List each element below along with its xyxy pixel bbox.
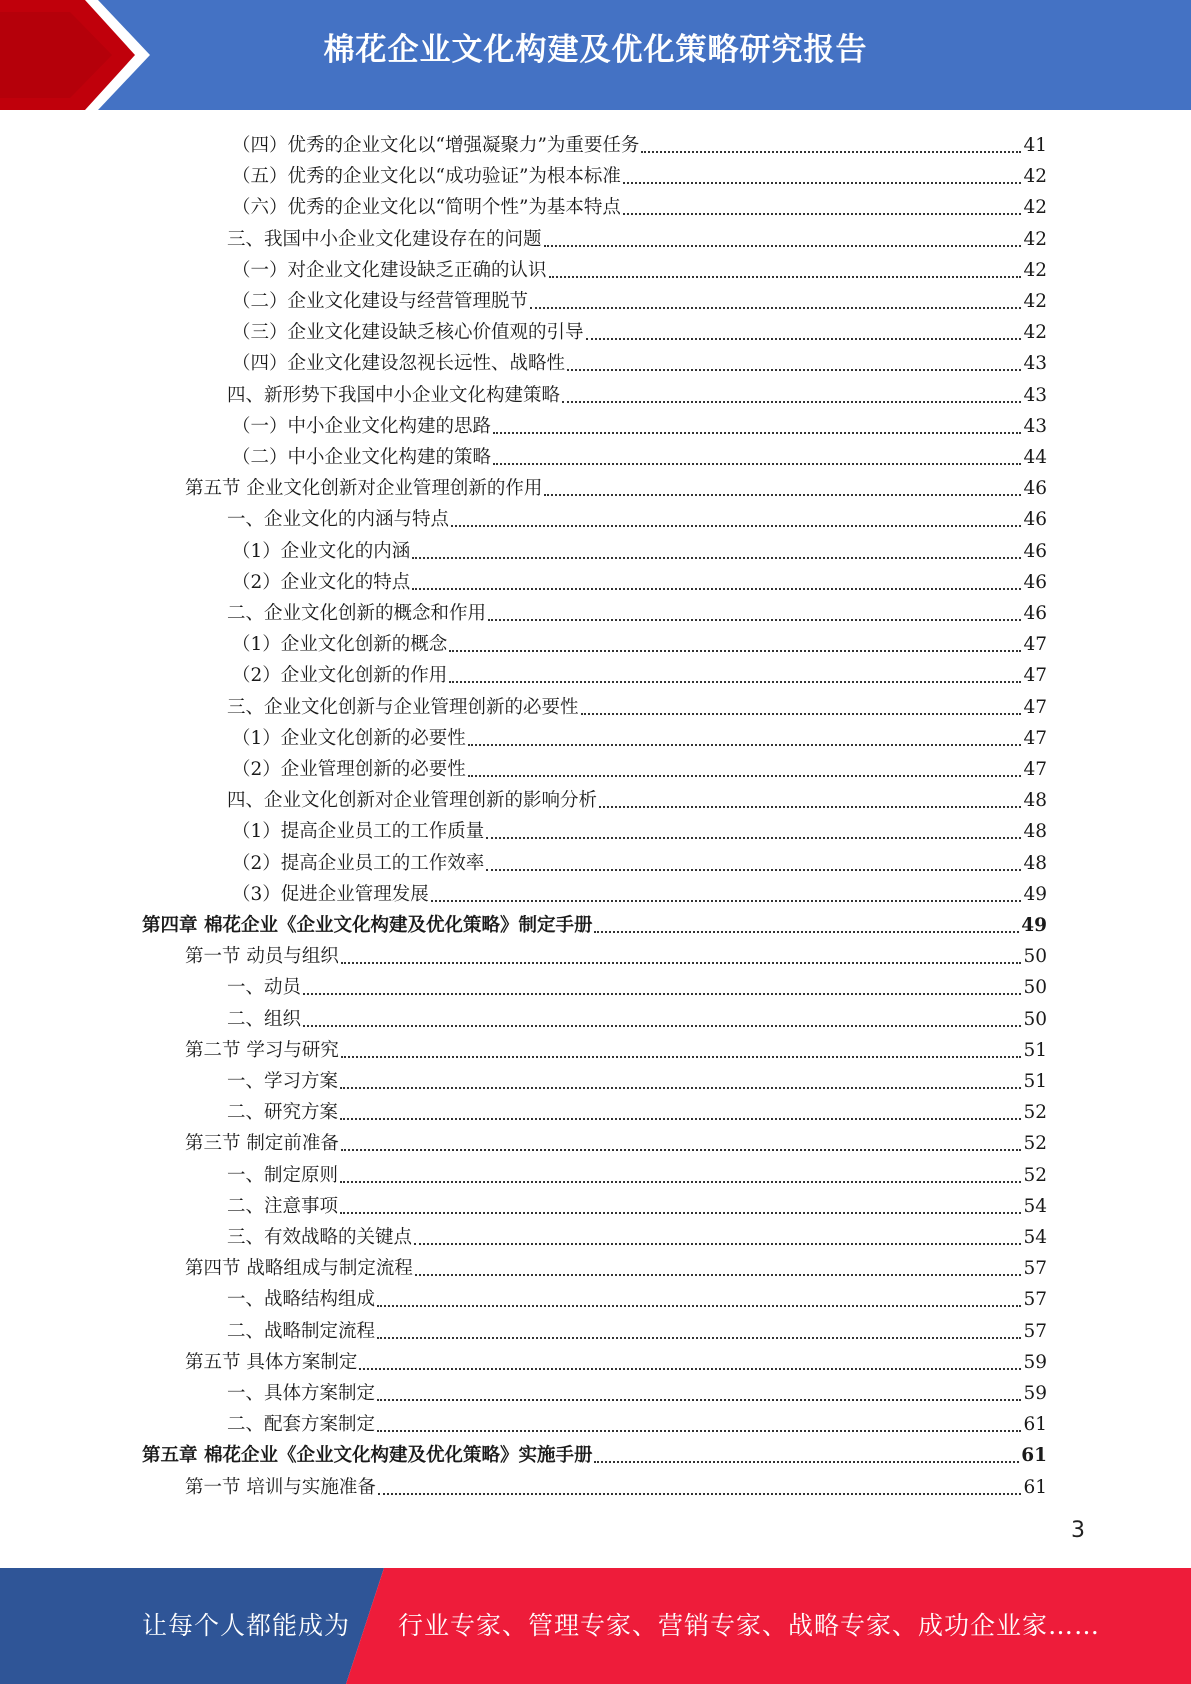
toc-entry-label: 二、组织 <box>227 1008 302 1030</box>
toc-entry-page: 61 <box>1021 1445 1047 1467</box>
toc-dot-leader <box>341 1055 1022 1058</box>
toc-dot-leader <box>488 618 1021 621</box>
toc-entry-page: 47 <box>1023 727 1047 749</box>
toc-entry-label: 第一节 动员与组织 <box>185 946 339 968</box>
toc-entry-label: 四、新形势下我国中小企业文化构建策略 <box>227 384 561 406</box>
toc-dot-leader <box>544 244 1022 247</box>
toc-entry-page: 42 <box>1023 259 1047 281</box>
toc-entry[interactable] <box>0 1125 1047 1156</box>
toc-dot-leader <box>623 181 1022 184</box>
toc-entry[interactable] <box>0 1281 1047 1312</box>
toc-entry-page: 52 <box>1023 1133 1047 1155</box>
toc-dot-leader <box>377 1429 1021 1432</box>
toc-entry-label: 三、企业文化创新与企业管理创新的必要性 <box>227 696 579 718</box>
toc-entry-page: 54 <box>1023 1227 1047 1248</box>
toc-entry-label: 第五节 具体方案制定 <box>185 1351 358 1373</box>
toc-dot-leader <box>486 836 1021 839</box>
toc-entry[interactable] <box>0 1001 1047 1032</box>
toc-entry-label: （二）企业文化建设与经营管理脱节 <box>232 291 529 312</box>
toc-entry-label: 二、研究方案 <box>227 1102 339 1124</box>
toc-entry[interactable] <box>0 1063 1047 1094</box>
footer-slogan-left: 让每个人都能成为 <box>142 1611 351 1640</box>
toc-entry-label: 第四节 战略组成与制定流程 <box>185 1258 413 1280</box>
toc-dot-leader <box>341 1148 1022 1151</box>
toc-entry[interactable] <box>0 439 1047 470</box>
toc-entry[interactable] <box>0 907 1047 938</box>
toc-entry-page: 41 <box>1023 135 1047 156</box>
toc-entry[interactable] <box>0 876 1047 907</box>
toc-entry-label: 二、企业文化创新的概念和作用 <box>227 603 487 624</box>
toc-entry[interactable] <box>0 657 1047 688</box>
toc-dot-leader <box>599 805 1021 808</box>
toc-entry[interactable] <box>0 408 1047 439</box>
toc-entry-label: （五）优秀的企业文化以“成功验证”为根本标准 <box>232 166 621 188</box>
toc-entry-label: （1）提高企业员工的工作质量 <box>232 821 485 843</box>
toc-entry-label: 三、有效战略的关键点 <box>227 1227 413 1248</box>
toc-entry[interactable] <box>0 751 1047 782</box>
toc-entry-page: 42 <box>1023 291 1047 312</box>
page-footer <box>0 1568 1191 1684</box>
toc-entry-label: （2）提高企业员工的工作效率 <box>232 852 485 874</box>
toc-entry-label: （四）优秀的企业文化以“增强凝聚力”为重要任务 <box>232 135 640 156</box>
toc-entry-label: 第五章 棉花企业《企业文化构建及优化策略》实施手册 <box>142 1445 593 1467</box>
toc-dot-leader <box>340 1180 1021 1183</box>
toc-entry[interactable] <box>0 158 1047 189</box>
toc-dot-leader <box>594 930 1019 933</box>
toc-entry-label: （2）企业文化的特点 <box>232 571 411 593</box>
page-number: 3 <box>1071 1518 1085 1543</box>
toc-entry[interactable] <box>0 1469 1047 1500</box>
toc-entry-label: （2）企业文化创新的作用 <box>232 665 448 687</box>
toc-dot-leader <box>586 337 1022 340</box>
toc-entry[interactable] <box>0 470 1047 501</box>
toc-entry-page: 42 <box>1023 197 1047 219</box>
toc-entry-label: （二）中小企业文化构建的策略 <box>232 447 492 468</box>
toc-dot-leader <box>340 1086 1021 1089</box>
toc-entry-page: 52 <box>1023 1102 1047 1124</box>
toc-entry-page: 50 <box>1023 1008 1047 1030</box>
toc-entry-label: （四）企业文化建设忽视长远性、战略性 <box>232 353 566 375</box>
toc-entry-label: 二、注意事项 <box>227 1195 339 1217</box>
header-title: 棉花企业文化构建及优化策略研究报告 <box>323 32 868 68</box>
toc-dot-leader <box>493 462 1021 465</box>
toc-entry[interactable] <box>0 377 1047 408</box>
toc-entry-label: （2）企业管理创新的必要性 <box>232 759 466 780</box>
toc-entry-label: 一、企业文化的内涵与特点 <box>227 509 450 531</box>
toc-entry-page: 47 <box>1023 634 1047 656</box>
toc-entry[interactable] <box>0 314 1047 345</box>
toc-dot-leader <box>340 1211 1021 1214</box>
toc-dot-leader <box>486 868 1021 871</box>
toc-dot-leader <box>412 587 1021 590</box>
toc-entry[interactable] <box>0 1344 1047 1375</box>
toc-entry-label: 第四章 棉花企业《企业文化构建及优化策略》制定手册 <box>142 915 593 936</box>
toc-entry-label: （1）企业文化的内涵 <box>232 540 411 562</box>
toc-entry[interactable] <box>0 564 1047 595</box>
toc-dot-leader <box>340 1117 1021 1120</box>
toc-entry[interactable] <box>0 1032 1047 1063</box>
toc-entry-label: 一、制定原则 <box>227 1164 339 1186</box>
toc-entry[interactable] <box>0 252 1047 283</box>
toc-entry[interactable] <box>0 501 1047 532</box>
toc-dot-leader <box>377 1336 1021 1339</box>
toc-entry-page: 57 <box>1023 1289 1047 1311</box>
toc-dot-leader <box>449 649 1021 652</box>
toc-entry-page: 46 <box>1023 509 1047 531</box>
toc-entry-label: （三）企业文化建设缺乏核心价值观的引导 <box>232 322 584 344</box>
toc-dot-leader <box>415 1273 1022 1276</box>
toc-entry-label: （六）优秀的企业文化以“简明个性”为基本特点 <box>232 197 621 219</box>
toc-entry-page: 57 <box>1023 1258 1047 1280</box>
toc-dot-leader <box>641 150 1021 153</box>
toc-entry-page: 44 <box>1023 447 1047 468</box>
toc-entry[interactable] <box>0 595 1047 626</box>
toc-entry-label: （1）企业文化创新的必要性 <box>232 727 466 749</box>
toc-entry[interactable] <box>0 533 1047 564</box>
toc-entry-page: 46 <box>1023 603 1047 624</box>
toc-entry[interactable] <box>0 720 1047 751</box>
toc-entry-page: 46 <box>1023 540 1047 562</box>
toc-entry-label: 第三节 制定前准备 <box>185 1133 339 1155</box>
toc-entry-label: 第二节 学习与研究 <box>185 1039 339 1061</box>
toc-entry-label: 二、配套方案制定 <box>227 1414 376 1436</box>
toc-entry-page: 43 <box>1023 415 1047 437</box>
toc-entry-page: 48 <box>1023 821 1047 843</box>
toc-dot-leader <box>431 899 1022 902</box>
toc-entry[interactable] <box>0 1094 1047 1125</box>
toc-entry[interactable] <box>0 1313 1047 1344</box>
toc-entry-page: 47 <box>1023 759 1047 780</box>
toc-entry-page: 46 <box>1023 478 1047 500</box>
toc-dot-leader <box>530 306 1021 309</box>
toc-entry-page: 59 <box>1023 1351 1047 1373</box>
toc-entry-label: 一、战略结构组成 <box>227 1289 376 1311</box>
toc-entry[interactable] <box>0 969 1047 1000</box>
toc-dot-leader <box>377 1398 1021 1401</box>
toc-entry-page: 48 <box>1023 790 1047 812</box>
toc-entry-page: 42 <box>1023 228 1047 250</box>
toc-entry-label: 一、动员 <box>227 977 302 999</box>
toc-dot-leader <box>303 992 1021 995</box>
toc-dot-leader <box>414 1242 1021 1245</box>
toc-entry[interactable] <box>0 938 1047 969</box>
toc-entry-page: 50 <box>1023 977 1047 999</box>
toc-entry-label: 第一节 培训与实施准备 <box>185 1476 376 1498</box>
toc-entry[interactable] <box>0 283 1047 314</box>
toc-dot-leader <box>567 368 1021 371</box>
footer-slogan-right: 行业专家、管理专家、营销专家、战略专家、成功企业家…… <box>398 1611 1101 1640</box>
toc-dot-leader <box>549 275 1022 278</box>
toc-entry[interactable] <box>0 1375 1047 1406</box>
toc-entry-label: （一）对企业文化建设缺乏正确的认识 <box>232 259 547 281</box>
toc-entry[interactable] <box>0 1250 1047 1281</box>
toc-entry-page: 57 <box>1023 1320 1047 1342</box>
toc-entry[interactable] <box>0 127 1047 158</box>
toc-dot-leader <box>377 1304 1021 1307</box>
toc-entry[interactable] <box>0 845 1047 876</box>
toc-entry-label: 一、具体方案制定 <box>227 1383 376 1404</box>
toc-entry-label: 三、我国中小企业文化建设存在的问题 <box>227 228 542 250</box>
toc-dot-leader <box>581 712 1022 715</box>
toc-entry-page: 46 <box>1023 571 1047 593</box>
toc-entry-page: 47 <box>1023 665 1047 687</box>
toc-dot-leader <box>468 774 1022 777</box>
toc-dot-leader <box>412 556 1021 559</box>
toc-dot-leader <box>303 1024 1021 1027</box>
toc-entry[interactable] <box>0 345 1047 376</box>
toc-entry-page: 59 <box>1023 1383 1047 1404</box>
toc-dot-leader <box>468 743 1022 746</box>
toc-dot-leader <box>449 680 1021 683</box>
toc-entry-page: 50 <box>1023 946 1047 968</box>
toc-entry-page: 61 <box>1023 1414 1047 1436</box>
toc-entry[interactable] <box>0 813 1047 844</box>
toc-entry-page: 51 <box>1023 1039 1047 1061</box>
toc-entry-label: 一、学习方案 <box>227 1071 339 1092</box>
toc-dot-leader <box>594 1460 1019 1463</box>
toc-dot-leader <box>623 212 1022 215</box>
toc-entry-label: （1）企业文化创新的概念 <box>232 634 448 656</box>
page-header <box>0 0 1191 110</box>
toc-entry[interactable] <box>0 1219 1047 1250</box>
toc-entry-page: 48 <box>1023 852 1047 874</box>
toc-entry[interactable] <box>0 626 1047 657</box>
toc-entry-page: 47 <box>1023 696 1047 718</box>
toc-entry-page: 43 <box>1023 353 1047 375</box>
toc-dot-leader <box>544 493 1021 496</box>
toc-dot-leader <box>378 1492 1022 1495</box>
toc-entry-page: 43 <box>1023 384 1047 406</box>
toc-entry[interactable] <box>0 782 1047 813</box>
toc-dot-leader <box>493 431 1021 434</box>
toc-dot-leader <box>562 400 1021 403</box>
toc-entry[interactable] <box>0 1188 1047 1219</box>
toc-entry-label: （3）促进企业管理发展 <box>232 883 429 905</box>
toc-dot-leader <box>451 524 1021 527</box>
toc-entry-page: 61 <box>1023 1476 1047 1498</box>
toc-entry-page: 42 <box>1023 322 1047 344</box>
toc-entry-label: 二、战略制定流程 <box>227 1320 376 1342</box>
toc-entry-page: 42 <box>1023 166 1047 188</box>
toc-entry[interactable] <box>0 221 1047 252</box>
toc-entry[interactable] <box>0 1437 1047 1468</box>
toc-entry-page: 52 <box>1023 1164 1047 1186</box>
toc-entry-page: 51 <box>1023 1071 1047 1092</box>
toc-entry-label: 四、企业文化创新对企业管理创新的影响分析 <box>227 790 598 812</box>
toc-entry-page: 49 <box>1021 915 1047 936</box>
toc-entry-label: 第五节 企业文化创新对企业管理创新的作用 <box>185 478 543 500</box>
toc-dot-leader <box>341 961 1022 964</box>
toc-entry[interactable] <box>0 1157 1047 1188</box>
toc-entry-page: 54 <box>1023 1195 1047 1217</box>
toc-entry[interactable] <box>0 689 1047 720</box>
toc-dot-leader <box>359 1367 1021 1370</box>
toc-entry[interactable] <box>0 1406 1047 1437</box>
toc-entry-page: 49 <box>1023 883 1047 905</box>
toc-entry[interactable] <box>0 189 1047 220</box>
toc-entry-label: （一）中小企业文化构建的思路 <box>232 415 492 437</box>
